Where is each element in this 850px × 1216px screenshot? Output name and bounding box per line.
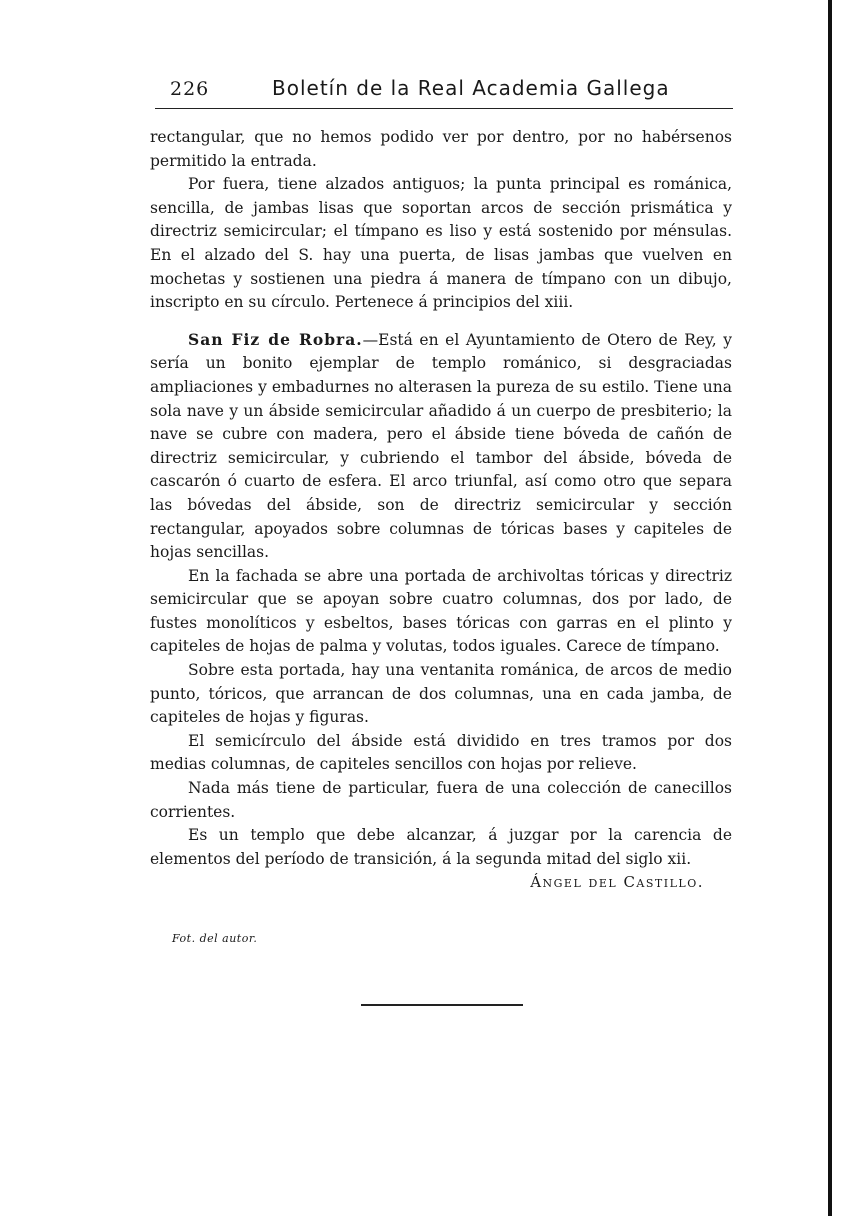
section-heading: San Fiz de Robra. (188, 329, 363, 349)
paragraph: Sobre esta portada, hay una ventanita románica, de arcos de medio punto, tóricos, que arrancan de dos columnas, una en cada jamba, de capiteles de hojas y figuras. (150, 661, 732, 727)
section-gap (150, 315, 732, 328)
author-signature: Ángel del Castillo. (530, 873, 704, 892)
journal-title: Boletín de la Real Academia Gallega (272, 76, 670, 100)
paragraph: Nada más tiene de particular, fuera de una colección de canecillos corrientes. (150, 779, 732, 821)
paragraph: En la fachada se abre una portada de archivoltas tóricas y directriz semicircular que se apoyan sobre cuatro columnas, dos por lado, de fustes monolíticos y esbeltos, bases tóricas con garras en el plinto y capiteles de hojas de palma y volutas, todos iguales. Carece de tímpano. (150, 566, 732, 656)
page-number: 226 (170, 78, 210, 100)
article-body (150, 126, 732, 895)
page-edge-border (828, 0, 832, 1216)
paragraph-continuation: rectangular, que no hemos podido ver por dentro, por no habérsenos permitido la entrada. (150, 128, 732, 170)
page-header (168, 78, 733, 108)
end-rule (361, 1004, 523, 1006)
paragraph: El semicírculo del ábside está dividido en tres tramos por dos medias columnas, de capiteles sencillos con hojas por relieve. (150, 731, 732, 774)
paragraph: Es un templo que debe alcanzar, á juzgar por la carencia de elementos del período de transición, á la segunda mitad del siglo xii. (150, 826, 732, 868)
section-intro-paragraph (150, 328, 732, 565)
photo-credit: Fot. del autor. (172, 932, 258, 945)
header-rule (155, 108, 733, 109)
paragraph: Por fuera, tiene alzados antiguos; la punta principal es románica, sencilla, de jambas lisas que soportan arcos de sección prismática y directriz semicircular; el tímpano es liso y está sostenido por ménsulas. En el alzado del S. hay una puerta, de lisas jambas que vuelven en mochetas y sostienen una piedra á manera de tímpano con un dibujo, inscripto en su círculo. Pertenece á principios del xiii. (150, 175, 732, 312)
section-intro-text: —Está en el Ayuntamiento de Otero de Rey, y sería un bonito ejemplar de templo románico, si desgraciadas ampliaciones y embadurnes no alterasen la pureza de su estilo. Tiene una sola nave y un ábside semicircular añadido á un cuerpo de presbiterio; la nave se cubre con madera, pero el ábside tiene bóveda de cañón de directriz semicircular, y cubriendo el tambor del ábside, bóveda de cascarón ó cuarto de esfera. El arco triunfal, así como otro que separa las bóvedas del ábside, son de directriz semicircular y sección rectangular, apoyados sobre columnas de tóricas bases y capiteles de hojas sencillas. (150, 330, 732, 562)
